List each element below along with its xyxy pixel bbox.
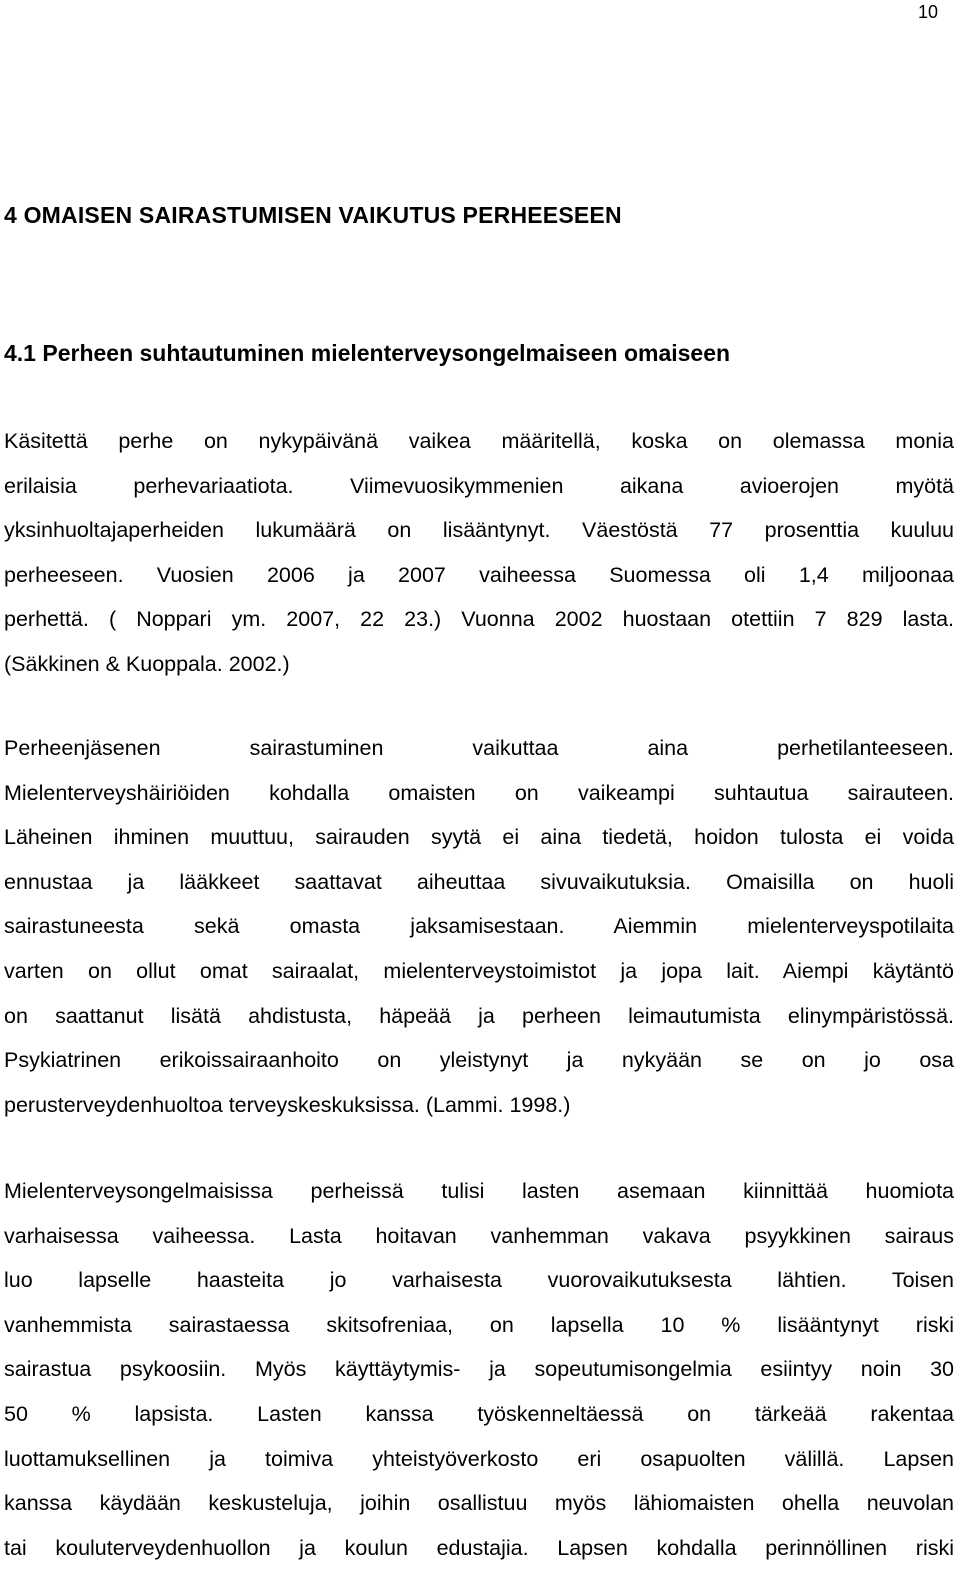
paragraph-line: kanssa käydään keskusteluja, joihin osallistuu myös lähiomaisten ohella neuvolan bbox=[4, 1491, 954, 1516]
paragraph-line: perusterveydenhuoltoa terveyskeskuksissa. (Lammi. 1998.) bbox=[4, 1092, 571, 1117]
paragraph-line: Perheenjäsenen sairastuminen vaikuttaa aina perhetilanteeseen. bbox=[4, 736, 954, 760]
paragraph-line: perheeseen. Vuosien 2006 ja 2007 vaiheessa Suomessa oli 1,4 miljoonaa bbox=[4, 562, 954, 587]
page-number: 10 bbox=[917, 2, 938, 22]
paragraph-line: ennustaa ja lääkkeet saattavat aiheuttaa sivuvaikutuksia. Omaisilla on huoli bbox=[4, 869, 954, 894]
section-heading: 4.1 Perheen suhtautuminen mielenterveysongelmaiseen omaiseen bbox=[4, 340, 731, 366]
paragraph-line: perhettä. ( Noppari ym. 2007, 22 23.) Vuonna 2002 huostaan otettiin 7 829 lasta. bbox=[4, 607, 954, 632]
paragraph-line: (Säkkinen & Kuoppala. 2002.) bbox=[4, 651, 290, 676]
paragraph-illness-impact bbox=[4, 726, 954, 1127]
paragraph-family-definition bbox=[4, 419, 954, 687]
paragraph-line: Psykiatrinen erikoissairaanhoito on yleistynyt ja nykyään se on jo osa bbox=[4, 1048, 954, 1073]
paragraph-line: 50 % lapsista. Lasten kanssa työskenneltäessä on tärkeää rakentaa bbox=[4, 1401, 954, 1426]
paragraph-line: sairastua psykoosiin. Myös käyttäytymis- ja sopeutumisongelmia esiintyy noin 30 bbox=[4, 1357, 954, 1382]
paragraph-line: Läheinen ihminen muuttuu, sairauden syytä ei aina tiedetä, hoidon tulosta ei voida bbox=[4, 825, 954, 850]
chapter-heading: 4 OMAISEN SAIRASTUMISEN VAIKUTUS PERHEESEEN bbox=[4, 202, 622, 228]
paragraph-line: varhaisessa vaiheessa. Lasta hoitavan vanhemman vakava psyykkinen sairaus bbox=[4, 1223, 954, 1248]
paragraph-line: tai kouluterveydenhuollon ja koulun edustajia. Lapsen kohdalla perinnöllinen riski bbox=[4, 1535, 954, 1560]
paragraph-line: on saattanut lisätä ahdistusta, häpeää ja perheen leimautumista elinympäristössä. bbox=[4, 1003, 954, 1028]
paragraph-line: varten on ollut omat sairaalat, mielenterveystoimistot ja jopa lait. Aiempi käytäntö bbox=[4, 958, 954, 983]
paragraph-line: Mielenterveyshäiriöiden kohdalla omaisten on vaikeampi suhtautua sairauteen. bbox=[4, 780, 954, 805]
paragraph-line: vanhemmista sairastaessa skitsofreniaa, on lapsella 10 % lisääntynyt riski bbox=[4, 1312, 954, 1337]
paragraph-children bbox=[4, 1169, 954, 1570]
paragraph-line: luottamuksellinen ja toimiva yhteistyöverkosto eri osapuolten välillä. Lapsen bbox=[4, 1446, 954, 1471]
paragraph-line: Käsitettä perhe on nykypäivänä vaikea määritellä, koska on olemassa monia bbox=[4, 429, 954, 453]
paragraph-line: Mielenterveysongelmaisissa perheissä tulisi lasten asemaan kiinnittää huomiota bbox=[4, 1179, 954, 1203]
paragraph-line: luo lapselle haasteita jo varhaisesta vuorovaikutuksesta lähtien. Toisen bbox=[4, 1268, 954, 1293]
paragraph-line: erilaisia perhevariaatiota. Viimevuosikymmenien aikana avioerojen myötä bbox=[4, 473, 954, 498]
paragraph-line: yksinhuoltajaperheiden lukumäärä on lisääntynyt. Väestöstä 77 prosenttia kuuluu bbox=[4, 518, 954, 543]
paragraph-line: sairastuneesta sekä omasta jaksamisestaan. Aiemmin mielenterveyspotilaita bbox=[4, 914, 954, 939]
